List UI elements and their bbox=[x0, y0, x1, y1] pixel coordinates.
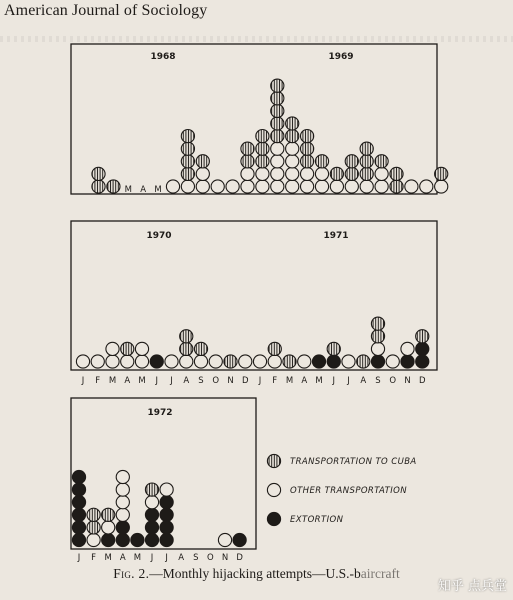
month-tick-label: J bbox=[347, 376, 350, 386]
other-transport-marker bbox=[301, 167, 314, 180]
legend-label-extortion: EXTORTION bbox=[290, 515, 344, 525]
other-transport-marker bbox=[271, 155, 284, 168]
transport-cuba-marker bbox=[121, 342, 134, 355]
legend-label-transport-cuba: TRANSPORTATION TO CUBA bbox=[290, 457, 417, 467]
other-transport-marker bbox=[286, 155, 299, 168]
other-transport-marker bbox=[401, 342, 414, 355]
transport-cuba-marker bbox=[390, 167, 403, 180]
month-tick-label: O bbox=[207, 553, 214, 563]
other-transport-marker bbox=[345, 180, 358, 193]
month-tick-label: D bbox=[236, 553, 243, 563]
transport-cuba-marker bbox=[360, 155, 373, 168]
transport-cuba-marker bbox=[345, 167, 358, 180]
other-transport-marker bbox=[253, 355, 266, 368]
legend bbox=[267, 454, 416, 525]
month-tick-label: S bbox=[375, 376, 381, 386]
extortion-marker bbox=[160, 521, 173, 534]
caption-label: Fig. 2. bbox=[113, 566, 150, 581]
extortion-marker bbox=[116, 521, 129, 534]
other-transport-marker bbox=[160, 483, 173, 496]
month-tick-label: M bbox=[154, 185, 162, 195]
other-transport-marker bbox=[87, 533, 100, 546]
transport-cuba-marker bbox=[180, 330, 193, 343]
transport-cuba-marker bbox=[87, 508, 100, 521]
transport-cuba-marker bbox=[390, 180, 403, 193]
month-tick-label: A bbox=[178, 553, 185, 563]
other-transport-marker bbox=[165, 355, 178, 368]
transport-cuba-marker bbox=[286, 117, 299, 130]
other-transport-marker bbox=[286, 142, 299, 155]
transport-cuba-marker bbox=[181, 142, 194, 155]
other-transport-marker bbox=[342, 355, 355, 368]
transport-cuba-marker bbox=[416, 330, 429, 343]
extortion-marker bbox=[160, 533, 173, 546]
other-transport-marker bbox=[286, 167, 299, 180]
extortion-marker bbox=[145, 508, 158, 521]
other-transport-marker bbox=[241, 180, 254, 193]
extortion-marker bbox=[102, 533, 115, 546]
transport-cuba-marker bbox=[194, 342, 207, 355]
month-tick-label: M bbox=[108, 376, 117, 386]
panel-1970-1971 bbox=[71, 221, 437, 386]
month-tick-label: M bbox=[138, 376, 146, 386]
legend-swatch-extortion bbox=[267, 512, 280, 525]
month-tick-label: M bbox=[133, 553, 142, 563]
other-transport-marker bbox=[196, 180, 209, 193]
transport-cuba-marker bbox=[330, 167, 343, 180]
transport-cuba-marker bbox=[360, 167, 373, 180]
extortion-marker bbox=[160, 508, 173, 521]
transport-cuba-marker bbox=[241, 142, 254, 155]
other-transport-marker bbox=[375, 167, 388, 180]
other-transport-marker bbox=[405, 180, 418, 193]
other-transport-marker bbox=[91, 355, 104, 368]
legend-label-other-transport: OTHER TRANSPORTATION bbox=[290, 486, 407, 496]
other-transport-marker bbox=[420, 180, 433, 193]
other-transport-marker bbox=[256, 180, 269, 193]
transport-cuba-marker bbox=[271, 79, 284, 92]
other-transport-marker bbox=[301, 180, 314, 193]
month-tick-label: A bbox=[119, 553, 126, 563]
extortion-marker bbox=[72, 533, 85, 546]
year-label: 1971 bbox=[323, 231, 349, 241]
transport-cuba-marker bbox=[345, 155, 358, 168]
other-transport-marker bbox=[106, 355, 119, 368]
extortion-marker bbox=[116, 533, 129, 546]
extortion-marker bbox=[72, 508, 85, 521]
transport-cuba-marker bbox=[92, 167, 105, 180]
transport-cuba-marker bbox=[92, 180, 105, 193]
month-tick-label: J bbox=[165, 553, 168, 563]
year-label: 1970 bbox=[146, 231, 172, 241]
other-transport-marker bbox=[435, 180, 448, 193]
other-transport-marker bbox=[256, 167, 269, 180]
transport-cuba-marker bbox=[301, 130, 314, 143]
transport-cuba-marker bbox=[371, 330, 384, 343]
other-transport-marker bbox=[211, 180, 224, 193]
extortion-marker bbox=[145, 533, 158, 546]
extortion-marker bbox=[150, 355, 163, 368]
transport-cuba-marker bbox=[375, 155, 388, 168]
other-transport-marker bbox=[135, 355, 148, 368]
other-transport-marker bbox=[145, 496, 158, 509]
month-tick-label: O bbox=[389, 376, 397, 386]
month-tick-label: M bbox=[315, 376, 323, 386]
extortion-marker bbox=[233, 533, 246, 546]
transport-cuba-marker bbox=[256, 142, 269, 155]
extortion-marker bbox=[72, 521, 85, 534]
month-tick-label: J bbox=[155, 376, 159, 386]
transport-cuba-marker bbox=[181, 155, 194, 168]
other-transport-marker bbox=[241, 167, 254, 180]
transport-cuba-marker bbox=[180, 342, 193, 355]
other-transport-marker bbox=[76, 355, 89, 368]
month-tick-label: S bbox=[198, 376, 204, 386]
extortion-marker bbox=[416, 355, 429, 368]
extortion-marker bbox=[72, 470, 85, 483]
other-transport-marker bbox=[116, 483, 129, 496]
transport-cuba-marker bbox=[271, 92, 284, 105]
extortion-marker bbox=[72, 496, 85, 509]
transport-cuba-marker bbox=[327, 342, 340, 355]
extortion-marker bbox=[401, 355, 414, 368]
month-tick-label: A bbox=[140, 185, 147, 195]
extortion-marker bbox=[416, 342, 429, 355]
other-transport-marker bbox=[268, 355, 281, 368]
extortion-marker bbox=[145, 521, 158, 534]
transport-cuba-marker bbox=[196, 155, 209, 168]
month-tick-label: J bbox=[170, 376, 173, 386]
transport-cuba-marker bbox=[241, 155, 254, 168]
other-transport-marker bbox=[102, 521, 115, 534]
month-tick-label: M bbox=[285, 376, 294, 386]
month-tick-label: N bbox=[404, 376, 411, 386]
transport-cuba-marker bbox=[271, 117, 284, 130]
other-transport-marker bbox=[181, 180, 194, 193]
month-tick-label: F bbox=[272, 376, 278, 386]
figure-caption bbox=[0, 566, 513, 582]
month-tick-label: F bbox=[95, 376, 101, 386]
month-tick-label: F bbox=[91, 553, 97, 563]
extortion-marker bbox=[327, 355, 340, 368]
month-tick-label: D bbox=[418, 376, 426, 386]
transport-cuba-marker bbox=[256, 130, 269, 143]
month-tick-label: J bbox=[81, 376, 85, 386]
transport-cuba-marker bbox=[256, 155, 269, 168]
transport-cuba-marker bbox=[87, 521, 100, 534]
transport-cuba-marker bbox=[315, 155, 328, 168]
month-tick-label: A bbox=[183, 376, 190, 386]
caption-tail: aircraft bbox=[360, 566, 400, 581]
legend-swatch-transport-cuba bbox=[267, 454, 280, 467]
month-tick-label: A bbox=[301, 376, 308, 386]
year-label: 1969 bbox=[328, 52, 354, 62]
extortion-marker bbox=[312, 355, 325, 368]
legend-swatch-other-transport bbox=[267, 483, 280, 496]
month-tick-label: D bbox=[241, 376, 249, 386]
other-transport-marker bbox=[106, 342, 119, 355]
other-transport-marker bbox=[315, 167, 328, 180]
other-transport-marker bbox=[226, 180, 239, 193]
other-transport-marker bbox=[271, 142, 284, 155]
other-transport-marker bbox=[286, 180, 299, 193]
other-transport-marker bbox=[371, 342, 384, 355]
month-tick-label: N bbox=[221, 553, 229, 563]
extortion-marker bbox=[371, 355, 384, 368]
month-tick-label: A bbox=[360, 376, 367, 386]
transport-cuba-marker bbox=[301, 142, 314, 155]
other-transport-marker bbox=[116, 508, 129, 521]
other-transport-marker bbox=[315, 180, 328, 193]
transport-cuba-marker bbox=[360, 142, 373, 155]
transport-cuba-marker bbox=[145, 483, 158, 496]
transport-cuba-marker bbox=[435, 167, 448, 180]
other-transport-marker bbox=[116, 496, 129, 509]
other-transport-marker bbox=[271, 167, 284, 180]
year-label: 1968 bbox=[150, 52, 176, 62]
other-transport-marker bbox=[116, 470, 129, 483]
transport-cuba-marker bbox=[181, 130, 194, 143]
month-tick-label: J bbox=[332, 376, 336, 386]
month-tick-label: J bbox=[77, 553, 81, 563]
other-transport-marker bbox=[209, 355, 222, 368]
caption-text: —Monthly hijacking attempts—U.S.-b bbox=[149, 566, 361, 581]
month-tick-label: A bbox=[124, 376, 131, 386]
other-transport-marker bbox=[386, 355, 399, 368]
transport-cuba-marker bbox=[224, 355, 237, 368]
other-transport-marker bbox=[271, 180, 284, 193]
year-label: 1972 bbox=[147, 408, 173, 418]
other-transport-marker bbox=[375, 180, 388, 193]
transport-cuba-marker bbox=[286, 130, 299, 143]
panel-1972 bbox=[71, 398, 256, 563]
month-tick-label: M bbox=[104, 553, 112, 563]
month-tick-label: J bbox=[258, 376, 262, 386]
journal-title: American Journal of Sociology bbox=[4, 2, 208, 19]
extortion-marker bbox=[131, 533, 144, 546]
month-tick-label: N bbox=[227, 376, 234, 386]
transport-cuba-marker bbox=[357, 355, 370, 368]
month-tick-label: M bbox=[124, 185, 132, 195]
watermark: 知乎 点兵堂 bbox=[437, 579, 507, 594]
transport-cuba-marker bbox=[271, 130, 284, 143]
other-transport-marker bbox=[360, 180, 373, 193]
other-transport-marker bbox=[218, 533, 231, 546]
other-transport-marker bbox=[135, 342, 148, 355]
transport-cuba-marker bbox=[283, 355, 296, 368]
other-transport-marker bbox=[180, 355, 193, 368]
transport-cuba-marker bbox=[107, 180, 120, 193]
other-transport-marker bbox=[166, 180, 179, 193]
extortion-marker bbox=[160, 496, 173, 509]
other-transport-marker bbox=[298, 355, 311, 368]
other-transport-marker bbox=[196, 167, 209, 180]
extortion-marker bbox=[72, 483, 85, 496]
other-transport-marker bbox=[121, 355, 134, 368]
other-transport-marker bbox=[239, 355, 252, 368]
transport-cuba-marker bbox=[301, 155, 314, 168]
month-tick-label: J bbox=[150, 553, 154, 563]
transport-cuba-marker bbox=[181, 167, 194, 180]
transport-cuba-marker bbox=[268, 342, 281, 355]
other-transport-marker bbox=[194, 355, 207, 368]
transport-cuba-marker bbox=[102, 508, 115, 521]
transport-cuba-marker bbox=[271, 104, 284, 117]
panel-1968-1969 bbox=[71, 44, 448, 195]
month-tick-label: S bbox=[193, 553, 199, 563]
month-tick-label: O bbox=[212, 376, 220, 386]
transport-cuba-marker bbox=[371, 317, 384, 330]
other-transport-marker bbox=[330, 180, 343, 193]
